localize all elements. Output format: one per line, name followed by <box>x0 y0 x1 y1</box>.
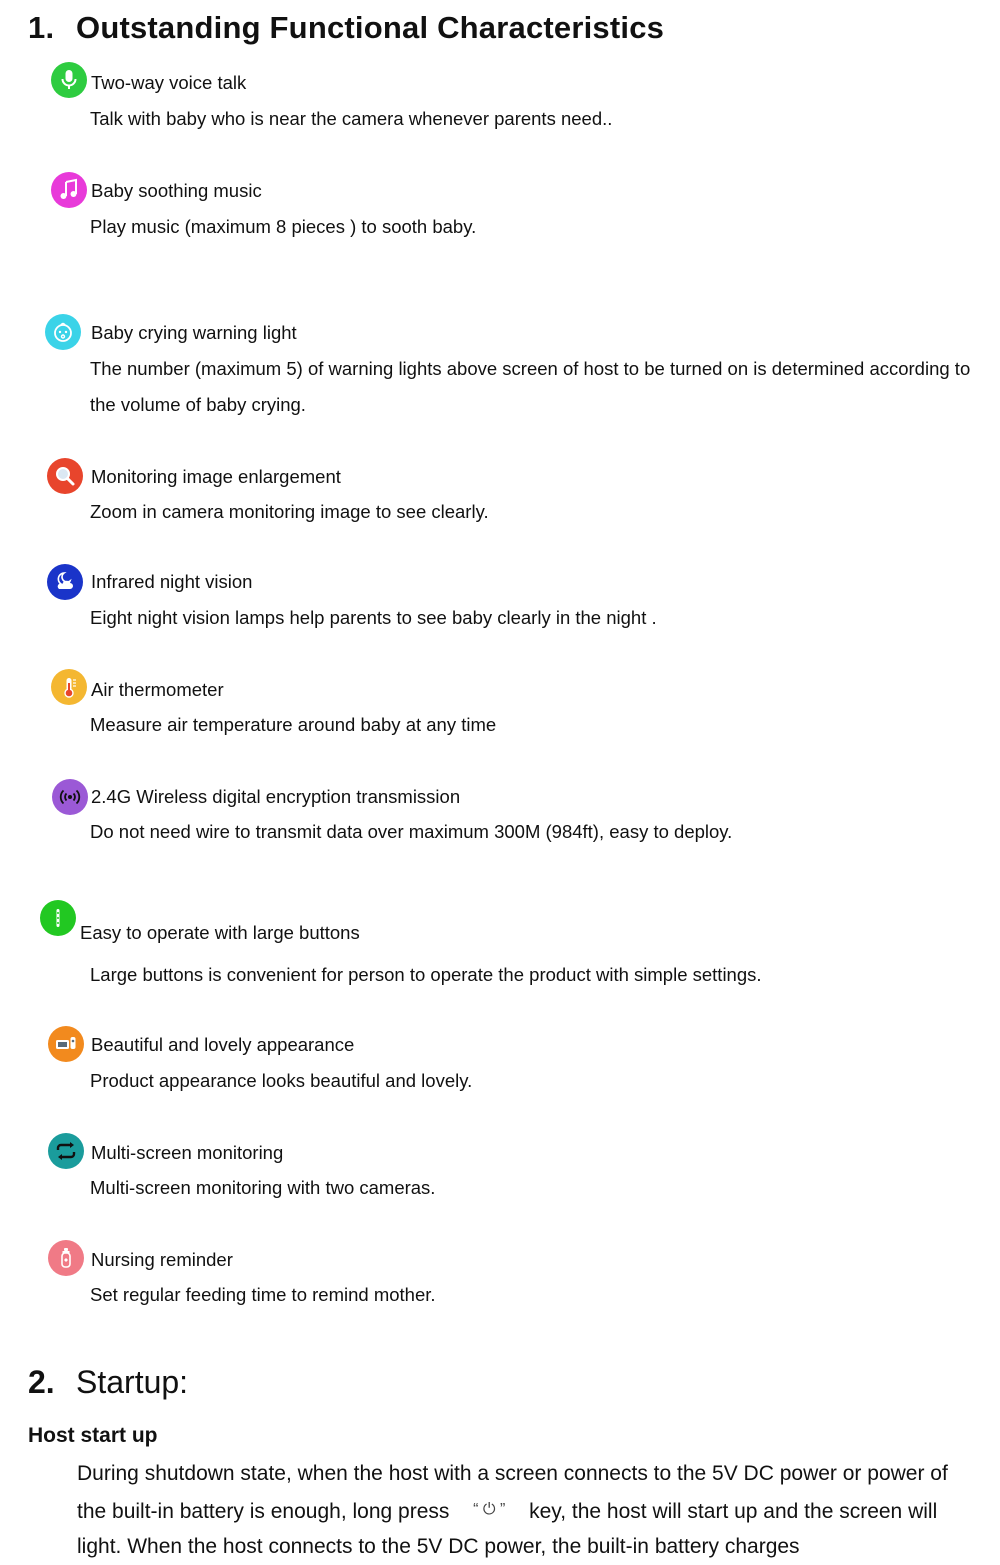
feature-description: Play music (maximum 8 pieces ) to sooth baby. <box>90 216 477 237</box>
feature-description: Do not need wire to transmit data over maximum 300M (984ft), easy to deploy. <box>90 821 733 842</box>
moon-cloud-icon <box>47 564 83 600</box>
section-title: Outstanding Functional Characteristics <box>76 10 665 45</box>
feature-title: Nursing reminder <box>91 1249 233 1270</box>
paragraph-text: During shutdown state, when the host with a screen connects to the 5V DC power or power of the built-in battery is enough, long press <box>77 1462 948 1523</box>
feature-description: Eight night vision lamps help parents to see baby clearly in the night . <box>90 607 657 628</box>
feature-title: Monitoring image enlargement <box>91 466 341 487</box>
feature-description: Large buttons is convenient for person to operate the product with simple settings. <box>90 964 762 985</box>
host-start-paragraph <box>77 1456 982 1565</box>
feature-title: 2.4G Wireless digital encryption transmission <box>91 786 461 807</box>
magnifier-icon <box>47 458 83 494</box>
feature-title: Multi-screen monitoring <box>91 1142 284 1163</box>
music-note-icon <box>51 172 87 208</box>
section-number: 2. <box>28 1364 55 1400</box>
feature-title: Easy to operate with large buttons <box>80 922 360 943</box>
switch-arrows-icon <box>48 1133 84 1169</box>
section-2-heading <box>28 1364 188 1401</box>
section-1-heading <box>28 10 664 46</box>
baby-face-icon <box>45 314 81 350</box>
feature-title: Air thermometer <box>91 679 224 700</box>
wireless-signal-icon <box>52 779 88 815</box>
host-start-heading: Host start up <box>28 1424 158 1447</box>
feature-title: Baby crying warning light <box>91 322 297 343</box>
feature-description: Zoom in camera monitoring image to see clearly. <box>90 501 489 522</box>
baby-bottle-icon <box>48 1240 84 1276</box>
buttons-icon <box>40 900 76 936</box>
feature-description: The number (maximum 5) of warning lights above screen of host to be turned on is determined according to the volume of baby crying. <box>90 358 971 415</box>
feature-description: Set regular feeding time to remind mother. <box>90 1284 436 1305</box>
device-icon <box>48 1026 84 1062</box>
feature-title: Baby soothing music <box>91 180 262 201</box>
feature-title: Two-way voice talk <box>91 72 247 93</box>
paragraph-text: key, the host will start up and the screen will light. When the host connects to the 5V DC power, the built-in battery charges <box>77 1499 938 1558</box>
power-key-glyph: “ ⏻ ” <box>473 1500 506 1518</box>
microphone-icon <box>51 62 87 98</box>
feature-title: Beautiful and lovely appearance <box>91 1034 355 1055</box>
feature-description: Measure air temperature around baby at any time <box>90 714 497 735</box>
feature-title: Infrared night vision <box>91 571 253 592</box>
thermometer-icon <box>51 669 87 705</box>
feature-description: Multi-screen monitoring with two cameras. <box>90 1177 436 1198</box>
feature-description: Talk with baby who is near the camera whenever parents need.. <box>90 108 613 129</box>
feature-description: Product appearance looks beautiful and lovely. <box>90 1070 473 1091</box>
section-title: Startup: <box>76 1364 189 1400</box>
section-number: 1. <box>28 10 55 45</box>
